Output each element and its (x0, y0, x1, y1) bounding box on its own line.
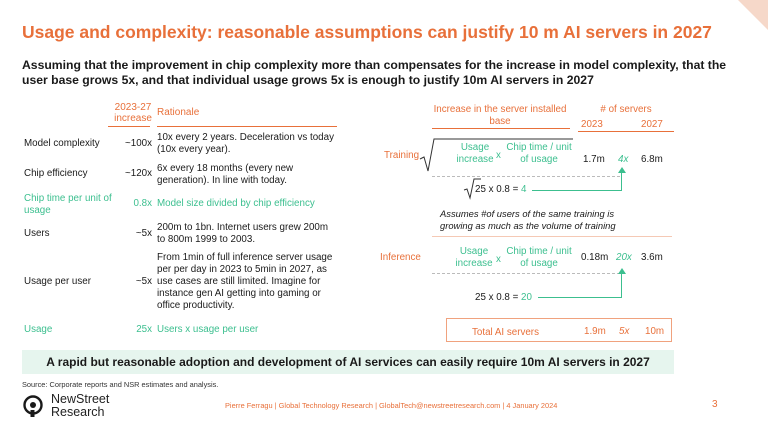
row-label: Chip time per unit of usage (24, 193, 112, 216)
training-calc: 25 x 0.8 = (475, 184, 519, 195)
row-rationale: 10x every 2 years. Deceleration vs today (10x every year). (157, 132, 334, 155)
page-subtitle: Assuming that the improvement in chip complexity more than compensates for the increase in model complexity, that the user base grows 5x, and that individual usage grows 5x is enough to justify 10m AI servers in 2027 (22, 58, 727, 87)
logo-line1: NewStreet (51, 392, 110, 406)
row-rationale: From 1min of full inference server usage per per day in 2023 to 5min in 2027, as use cases are still limited. Imagine for instance gen AI getting into gaming or office productivity. (157, 252, 333, 311)
inference-multiplier: 20x (616, 252, 632, 263)
row-value: ~5x (135, 228, 152, 239)
training-label: Training (384, 150, 420, 161)
source-note: Source: Corporate reports and NSR estimates and analysis. (22, 380, 219, 389)
inference-times: x (496, 254, 501, 265)
training-result: 4 (521, 184, 527, 195)
col-header-rationale: Rationale (157, 107, 200, 118)
increase-header: Increase in the server installed base (433, 104, 567, 127)
row-value: 25x (136, 324, 152, 335)
header-underline (432, 128, 570, 129)
row-label: Usage (24, 324, 53, 335)
row-rationale: 200m to 1bn. Internet users grew 200m to 800m 1999 to 2003. (157, 222, 328, 245)
header-underline (578, 131, 674, 132)
col-header-increase: 2023-27 increase (114, 102, 152, 124)
training-multiplier: 4x (618, 154, 629, 165)
header-underline (157, 126, 337, 127)
training-note: Assumes #of users of the same training is growing as much as the volume of training (440, 208, 616, 231)
row-value: 0.8x (133, 198, 152, 209)
training-chip-time: Chip time / unit of usage (506, 142, 572, 165)
row-label: Chip efficiency (24, 168, 88, 179)
header-underline (108, 126, 150, 127)
section-divider (432, 236, 672, 237)
row-label: Users (24, 228, 50, 239)
training-2027-value: 6.8m (641, 154, 663, 165)
inference-arrow-line (621, 273, 622, 298)
row-rationale: Model size divided by chip efficiency (157, 198, 315, 209)
total-multiplier: 5x (619, 326, 630, 337)
training-usage-increase: Usage increase (456, 142, 494, 165)
inference-arrow-line (538, 297, 622, 298)
row-rationale: Users x usage per user (157, 324, 259, 335)
inference-usage-increase: Usage increase (455, 246, 493, 269)
inference-calc: 25 x 0.8 = (475, 292, 519, 303)
training-2023-value: 1.7m (583, 154, 605, 165)
total-2023-value: 1.9m (584, 326, 606, 337)
total-label: Total AI servers (472, 327, 539, 338)
training-arrow-line (532, 190, 622, 191)
row-label: Model complexity (24, 138, 100, 149)
year-2023: 2023 (581, 119, 603, 130)
training-times: x (496, 150, 501, 161)
training-arrow-head (618, 167, 626, 173)
total-2027-value: 10m (645, 326, 665, 337)
page-number: 3 (712, 399, 718, 410)
corner-decoration (738, 0, 768, 30)
inference-result: 20 (521, 292, 532, 303)
divider (432, 176, 620, 177)
newstreet-logo-icon (22, 394, 46, 418)
servers-header: # of servers (600, 104, 652, 115)
footer-credits: Pierre Ferragu | Global Technology Research | GlobalTech@newstreetresearch.com | 4 January 2024 (225, 401, 558, 410)
inference-arrow-head (618, 268, 626, 274)
year-2027: 2027 (641, 119, 663, 130)
conclusion-banner: A rapid but reasonable adoption and development of AI services can easily require 10m AI servers in 2027 (22, 350, 674, 374)
inference-label: Inference (380, 252, 421, 263)
inference-2023-value: 0.18m (581, 252, 609, 263)
row-value: ~100x (125, 138, 152, 149)
divider (432, 273, 620, 274)
row-label: Usage per user (24, 276, 91, 287)
row-value: ~120x (125, 168, 152, 179)
logo-line2: Research (51, 405, 105, 419)
inference-chip-time: Chip time / unit of usage (506, 246, 572, 269)
page-title: Usage and complexity: reasonable assumptions can justify 10 m AI servers in 2027 (22, 22, 712, 42)
row-value: ~5x (135, 276, 152, 287)
inference-2027-value: 3.6m (641, 252, 663, 263)
row-rationale: 6x every 18 months (every new generation). In line with today. (157, 163, 294, 186)
logo-text (51, 393, 109, 418)
training-arrow-line (621, 172, 622, 191)
